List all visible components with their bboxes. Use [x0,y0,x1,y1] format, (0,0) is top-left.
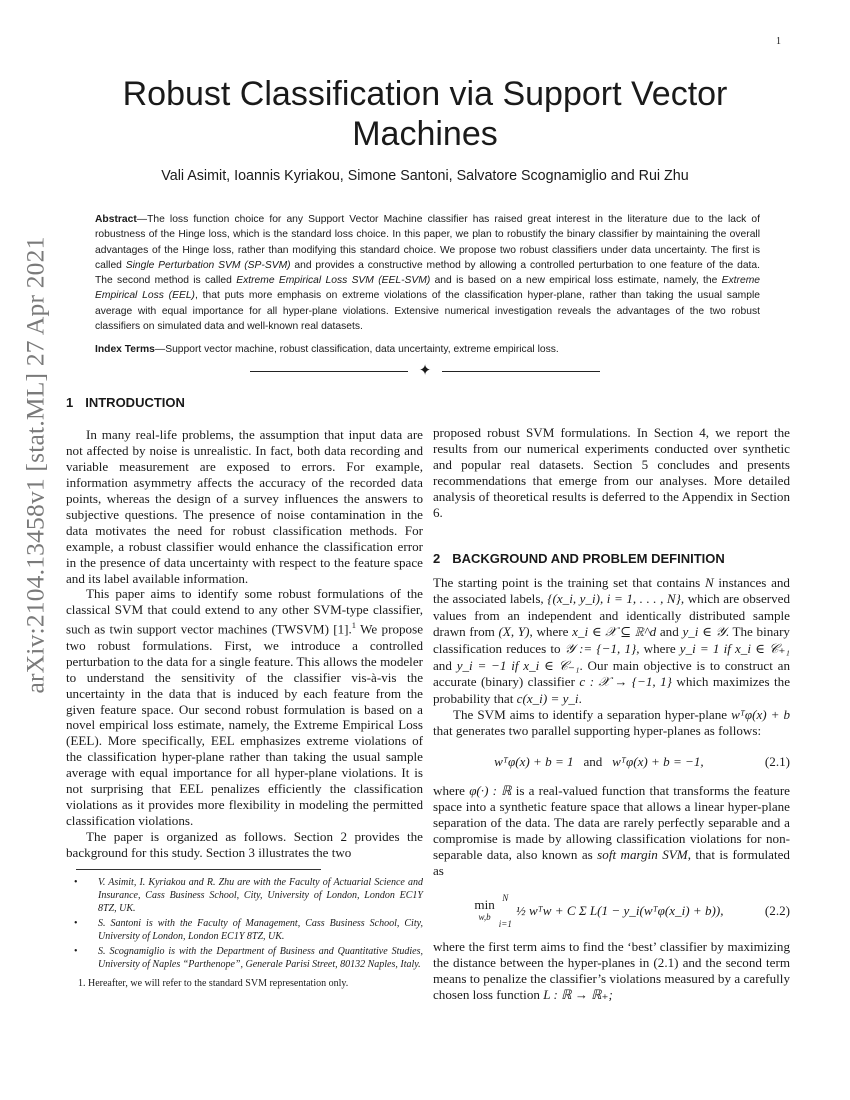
abstract-text: —The loss function choice for any Support Vector Machine classifier has raised great interest in the literature due to the lack of robustness of the Hinge loss, which is the standard loss choice. In this paper, we plan to robustify the binary classifier by maintaining the overall advantages of the Hinge loss, rather than modifying this standard choice. We propose two robust classifiers under data uncertainty. The first is called [95,214,760,271]
math-inline: 𝒴 := {−1, 1} [564,641,637,657]
paragraph-text: instances and the associated labels, [433,574,790,607]
section-number: 1 [66,395,74,410]
section-title: BACKGROUND AND PROBLEM DEFINITION [452,550,725,566]
affiliation-text: S. Scognamiglio is with the Department of Business and Quantitative Studies, University of Naples “Parthenope”, Generale Parisi Street, 80132 Naples, Italy. [98,946,423,971]
affiliation-text: V. Asimit, I. Kyriakou and R. Zhu are with the Faculty of Actuarial Science and Insurance, Cass Business School, City, University of London, London EC1Y 8TZ, UK. [98,877,423,915]
paragraph: The paper is organized as follows. Section 2 provides the background for this study. Section 3 illustrates the two [66,829,423,861]
abstract-text: , that puts more emphasis on extreme violations of the classification hyper-plane, rather than taking the usual sample average with equal importance for all hyper-plane violations. Extensive numerical investigation reveals the advantages of the two robust classifiers on simulated data and well-known real datasets. [95,290,760,333]
affiliation-item [74,917,423,943]
math-inline: y_i = 1 if x_i ∈ 𝒞₊₁ [679,641,790,657]
math-inline: L : ℝ → ℝ₊; [543,986,613,1002]
math-inline: φ(·) : ℝ [469,783,512,799]
paragraph-text: . The binary classification reduces to [433,624,790,657]
paragraph-text: . [578,690,582,706]
paragraph [433,783,790,879]
affiliation-item [74,876,423,915]
math-inline: {(x_i, y_i), i = 1, . . . , N}, [547,591,685,607]
paragraph-text: The starting point is the training set that contains [433,574,701,590]
abstract [95,212,760,334]
paragraph-text: , where [636,641,676,657]
equation-min-subscript: w,b [478,912,491,922]
paragraph-text: which are observed values from an independent and identically distributed sample drawn from [433,591,791,640]
abstract-label: Abstract [95,214,137,225]
math-inline: c(x_i) = y_i [516,690,579,706]
bullet-icon: • [74,877,78,889]
paragraph: In many real-life problems, the assumption that input data are not affected by noise is unrealistic. In fact, both data recording and variable measurement are exposed to errors. For example, information asymmetry affects the accuracy of the recorded data points, whereas the design of a survey influences the answers to subjective questions. The presence of noise contamination in the data motivates the need for robust classification methods. For example, a robust classifier would enhance the classification error in the presence of data uncertainty with respect to the feature space and its label available information. [66,426,423,586]
paragraph-text: where [433,783,465,799]
math-inline: c : 𝒳 → {−1, 1} [579,674,672,690]
math-inline: wᵀφ(x) + b [731,707,790,723]
affiliations [66,876,423,971]
divider-ornament-icon: ✦ [418,363,432,379]
paragraph [66,586,423,829]
equation-sum-upper: N [502,893,509,903]
paragraph-text: This paper aims to identify some robust formulations of the classical SVM that could extend to any other SVM-type classifier, such as twin support vector machines (TWSVM) [1]. [66,586,423,637]
index-terms-label: Index Terms [95,344,155,355]
paper-title: Robust Classification via Support Vector Machines [122,75,728,153]
section-heading-background [433,551,790,567]
paragraph-text: The SVM aims to identify a separation hyper-plane [453,707,728,723]
math-inline: (X, Y) [498,624,530,640]
section-title: INTRODUCTION [85,395,185,410]
paragraph-text: which maximizes the probability that [433,674,791,706]
index-terms-text: —Support vector machine, robust classification, data uncertainty, extreme empirical loss. [154,344,559,355]
paragraph-emphasis: soft margin SVM [597,847,688,863]
affiliation-text: S. Santoni is with the Faculty of Management, Cass Business School, City, University of London, London EC1Y 8TZ, UK. [98,918,423,943]
paragraph [433,707,790,739]
abstract-emphasis: Single Perturbation SVM (SP-SVM) [125,259,291,271]
abstract-text: and provides a constructive method by allowing a controlled perturbation to one feature of the data. The second method is called [95,259,760,287]
equation-sum-lower: i=1 [498,919,512,929]
arxiv-identifier: arXiv:2104.13458v1 [stat.ML] 27 Apr 2021 [21,236,51,694]
index-terms [95,342,760,357]
paragraph-text: . Our main objective is to construct an accurate (binary) classifier [433,657,790,690]
equation-min-operator [474,899,494,923]
equation-label: (2.2) [764,903,790,919]
page-number: 1 [776,36,781,47]
footnote: 1. Hereafter, we will refer to the standard SVM representation only. [78,978,349,990]
paragraph-text: , that is formulated as [433,847,790,879]
math-inline: y_i = −1 if x_i ∈ 𝒞₋₁ [456,657,580,673]
section-heading-introduction [66,395,423,411]
section-divider [250,361,600,383]
author-list: Vali Asimit, Ioannis Kyriakou, Simone Santoni, Salvatore Scognamiglio and Rui Zhu [161,168,689,184]
math-inline: x_i ∈ 𝒳 ⊆ ℝ^d [572,624,657,640]
arxiv-watermark [6,236,66,694]
section-number: 2 [433,550,441,566]
paragraph [433,575,790,708]
paragraph: proposed robust SVM formulations. In Section 4, we report the results from our numerical experiments conducted over synthetic and popular real datasets. Section 5 concludes and presents recommendations that emerge from our analyses. More detailed analysis of theoretical results is deferred to the Appendix in Section 6. [433,425,790,520]
equation-term: ½ wᵀw + C Σ L(1 − y_i(wᵀφ(x_i) + b)), [515,903,724,919]
paragraph [433,939,790,1003]
bullet-icon: • [74,918,78,930]
equation-term: wᵀφ(x) + b = 1 [494,754,574,770]
equation-2-1 [433,754,790,770]
bullet-icon: • [74,946,78,958]
left-column [66,395,423,990]
equation-min: min [474,897,495,912]
equation-sum-limits [499,893,512,929]
affiliation-item [74,945,423,971]
abstract-text: and is based on a new empirical loss estimate, namely, the [430,275,722,287]
abstract-emphasis: Extreme Empirical Loss (EEL) [95,275,760,302]
equation-body [433,893,765,929]
abstract-emphasis: Extreme Empirical Loss SVM (EEL-SVM) [236,275,431,287]
equation-label: (2.1) [764,754,790,770]
paragraph-text: We propose two robust formulations. First, we introduce a controlled perturbation to the data for a single feature. This allows the modeler to understand the sensitivity of the classifier vis-à-vis the uncertainty in the data that is induced by each feature from the given feature space. Our second robust formulation is based on a novel empirical loss estimate, namely, the Extreme Empirical Loss (EEL). More specifically, EEL emphasizes extreme violations of the classification hyper-plane rather than taking the usual sample average with equal importance for all hyper-plane violations. It is not surprising that EEL penalizes efficiently the classification violations as it provides more flexibility in modeling the permitted classification violations. [66,621,424,829]
paragraph-text: where the first term aims to find the ‘best’ classifier by maximizing the distance between the hyper-planes in (2.1) and the second term means to penalize the classifier’s violations measured by a carefully chosen loss function [433,939,790,1002]
math-inline: N [704,574,714,590]
right-column [433,425,790,1003]
paragraph-text: is a real-valued function that transforms the feature space into a synthetic feature space that allows a linear hyper-plane separation of the data. The data are rarely perfectly separable and a compromise is made by allowing classification violations for non-separable data, also known as [433,783,790,863]
paragraph-text: , where [529,624,569,640]
paragraph-text: and [659,624,679,640]
paragraph-text: that generates two parallel supporting hyper-planes as follows: [433,723,762,739]
paragraph-text: and [433,657,452,673]
math-inline: y_i ∈ 𝒴 [682,624,726,640]
equation-term: wᵀφ(x) + b = −1, [612,754,704,770]
footnote-marker: 1 [351,620,357,631]
equation-2-2 [433,893,790,929]
equation-connector: and [583,754,603,770]
equation-body [433,754,765,770]
footnote-rule [76,869,321,870]
